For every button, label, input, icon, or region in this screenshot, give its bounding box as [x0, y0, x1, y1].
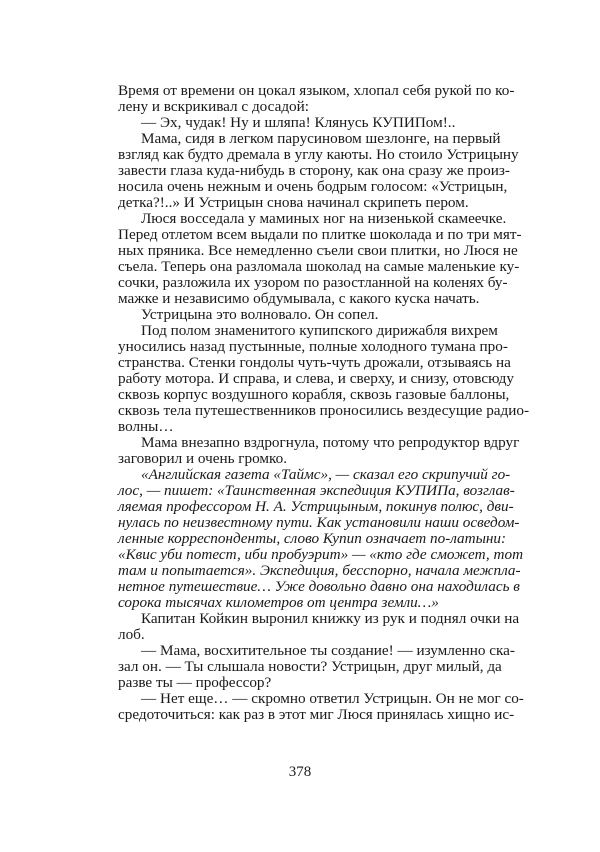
text-line: нулась по неизвестному пути. Как установили наши осведом-: [118, 514, 520, 531]
text-line: волны…: [118, 418, 174, 435]
text-line: сквозь корпус воздушного корабля, сквозь газовые баллоны,: [118, 386, 510, 403]
text-line: ляемая профессором Н. А. Устрицыным, покинув полюс, дви-: [118, 498, 514, 515]
text-line: Устрицына это волновало. Он сопел.: [141, 306, 379, 323]
text-line: лоб.: [118, 626, 145, 643]
text-line: мажке и независимо обдумывала, с какого куска начать.: [118, 290, 480, 307]
text-line: Капитан Койкин выронил книжку из рук и поднял очки на: [141, 610, 520, 627]
text-line: нетное путешествие… Уже довольно давно она находилась в: [118, 578, 520, 595]
text-line: лос, — пишет: «Таинственная экспедиция КУПИПа, возглав-: [118, 482, 515, 499]
text-line: средоточиться: как раз в этот миг Люся принялась хищно ис-: [118, 706, 515, 723]
text-line: работу мотора. И справа, и слева, и сверху, и снизу, отовсюду: [118, 370, 514, 387]
text-line: сочки, разложила их узором по разостланной на коленях бу-: [118, 274, 508, 291]
text-line: съела. Теперь она разломала шоколад на самые маленькие ку-: [118, 258, 520, 275]
text-line: Время от времени он цокал языком, хлопал себя рукой по ко-: [118, 82, 515, 99]
text-line: — Эх, чудак! Ну и шляпа! Клянусь КУПИПом!..: [141, 114, 456, 131]
text-line: взгляд как будто дремала в углу каюты. Но стоило Устрицыну: [118, 146, 519, 163]
text-line: сорока тысячах километров от центра земли…»: [118, 594, 439, 611]
page-text: [118, 82, 530, 723]
text-line: носила очень нежным и очень бодрым голосом: «Устрицын,: [118, 178, 508, 195]
text-line: — Нет еще… — скромно ответил Устрицын. Он не мог со-: [141, 690, 524, 707]
text-line: «Английская газета «Таймс», — сказал его скрипучий го-: [141, 466, 511, 483]
text-line: разве ты — профессор?: [118, 674, 272, 691]
text-line: заговорил и очень громко.: [118, 450, 288, 467]
page-number: 378: [288, 764, 312, 780]
text-line: уносились назад пустынные, полные холодного тумана про-: [118, 338, 508, 355]
text-line: «Квис уби потест, иби пробуэрит» — «кто где сможет, тот: [118, 546, 524, 563]
text-line: Под полом знаменитого купипского дирижабля вихрем: [141, 322, 498, 339]
text-line: завести глаза куда-нибудь в сторону, как она сразу же произ-: [118, 162, 510, 179]
text-line: зал он. — Ты слышала новости? Устрицын, друг милый, да: [118, 658, 502, 675]
text-line: там и попытается». Экспедиция, бесспорно, начала межпла-: [118, 562, 521, 579]
text-line: странства. Стенки гондолы чуть-чуть дрожали, отзываясь на: [118, 354, 511, 371]
text-line: Мама внезапно вздрогнула, потому что репродуктор вдруг: [141, 434, 520, 451]
text-line: лену и вскрикивал с досадой:: [118, 98, 309, 115]
text-line: детка?!..» И Устрицын снова начинал скрипеть пером.: [118, 194, 469, 211]
text-line: Перед отлетом всем выдали по плитке шоколада и по три мят-: [118, 226, 522, 243]
text-line: ленные корреспонденты, слово Купип означает по-латыни:: [118, 530, 507, 547]
text-line: Люся восседала у маминых ног на низенькой скамеечке.: [141, 210, 507, 227]
text-line: ных пряника. Все немедленно съели свои плитки, но Люся не: [118, 242, 518, 259]
text-line: сквозь тела путешественников проносились вездесущие радио-: [118, 402, 530, 419]
text-line: — Мама, восхитительное ты создание! — изумленно ска-: [141, 642, 515, 659]
text-line: Мама, сидя в легком парусиновом шезлонге, на первый: [141, 130, 501, 147]
